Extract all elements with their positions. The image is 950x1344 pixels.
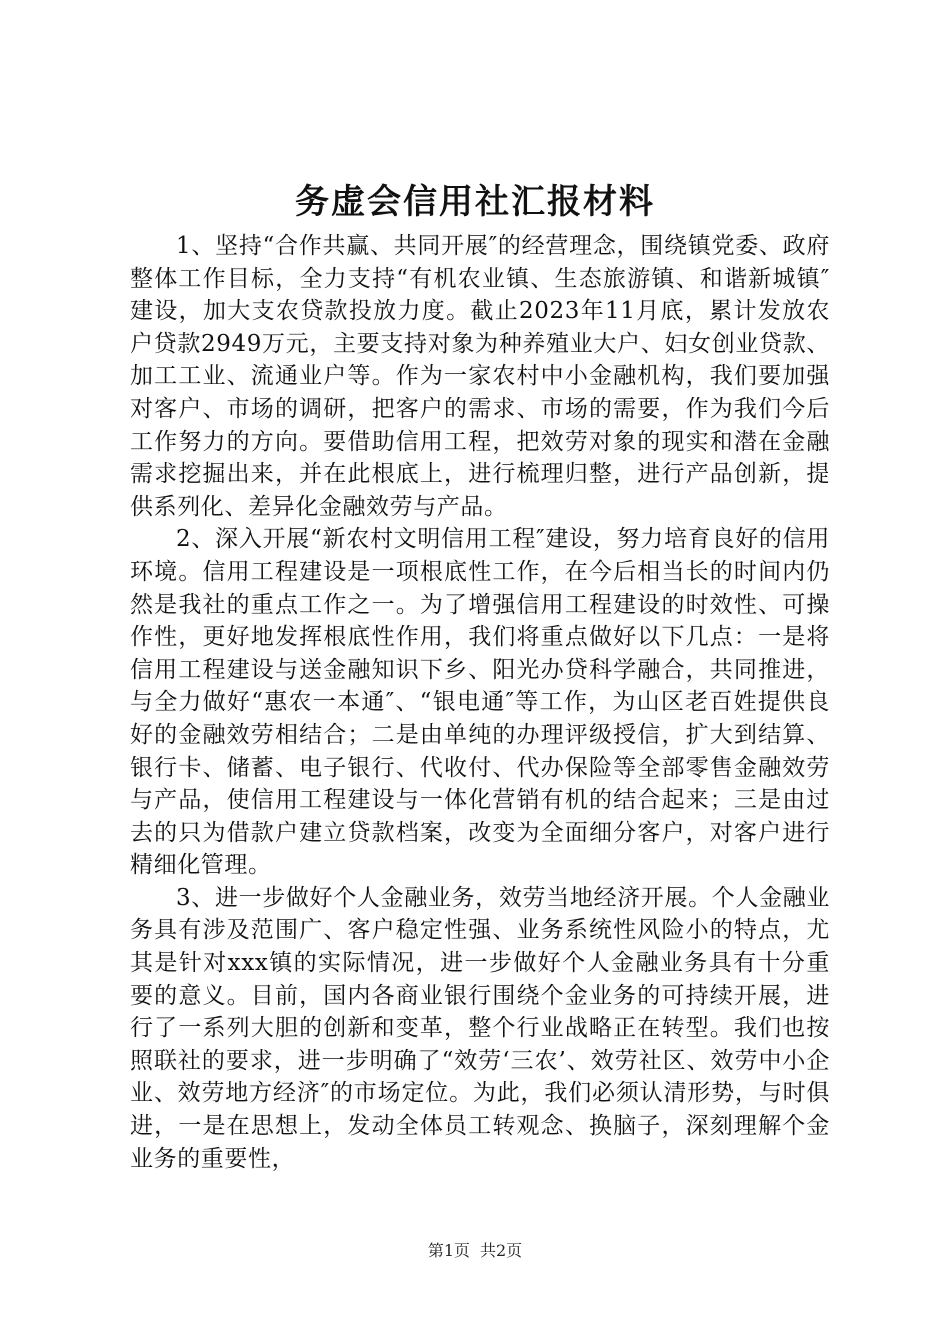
document-title: 务虚会信用社汇报材料 bbox=[295, 182, 655, 222]
paragraph-1: 1、坚持“合作共赢、共同开展″的经营理念，围绕镇党委、政府整体工作目标，全力支持“有机农业镇、生态旅游镇、和谐新城镇″建设，加大支农贷款投放力度。截止2023年11月底，累计发放农户贷款2949万元，主要支持对象为种养殖业大户、妇女创业贷款、加工工业、流通业户等。作为一家农村中小金融机构，我们要加强对客户、市场的调研，把客户的需求、市场的需要，作为我们今后工作努力的方向。要借助信用工程，把效劳对象的现实和潜在金融需求挖掘出来，并在此根底上，进行梳理归整，进行产品创新，提供系列化、差异化金融效劳与产品。 bbox=[130, 233, 830, 520]
paragraph-3: 3、进一步做好个人金融业务，效劳当地经济开展。个人金融业务具有涉及范围广、客户稳定性强、业务系统性风险小的特点，尤其是针对xxx镇的实际情况，进一步做好个人金融业务具有十分重要的意义。目前，国内各商业银行围绕个金业务的可持续开展，进行了一系列大胆的创新和变革，整个行业战略正在转型。我们也按照联社的要求，进一步明确了“效劳‘三农’、效劳社区、效劳中小企业、效劳地方经济″的市场定位。为此，我们必须认清形势，与时俱进，一是在思想上，发动全体员工转观念、换脑子，深刻理解个金业务的重要性， bbox=[130, 884, 830, 1172]
document-body bbox=[130, 230, 830, 1175]
page-total: 共2页 bbox=[480, 1241, 523, 1260]
paragraph-2: 2、深入开展“新农村文明信用工程″建设，努力培育良好的信用环境。信用工程建设是一项根底性工作，在今后相当长的时间内仍然是我社的重点工作之一。为了增强信用工程建设的时效性、可操作性，更好地发挥根底性作用，我们将重点做好以下几点：一是将信用工程建设与送金融知识下乡、阳光办贷科学融合，共同推进，与全力做好“惠农一本通″、“银电通″等工作，为山区老百姓提供良好的金融效劳相结合；二是由单纯的办理评级授信，扩大到结算、银行卡、储蓄、电子银行、代收付、代办保险等全部零售金融效劳与产品，使信用工程建设与一体化营销有机的结合起来；三是由过去的只为借款户建立贷款档案，改变为全面细分客户，对客户进行精细化管理。 bbox=[130, 526, 830, 879]
page-number: 第1页 bbox=[427, 1241, 470, 1260]
page-footer bbox=[0, 1240, 950, 1262]
